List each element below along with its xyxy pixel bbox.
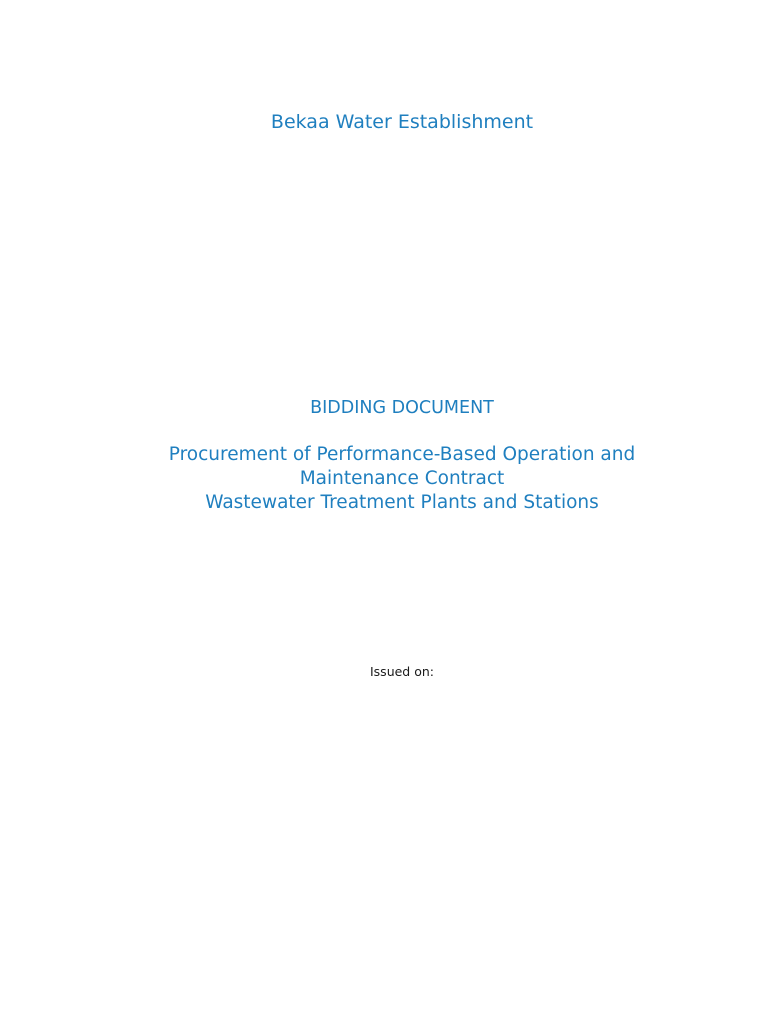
subtitle-line-3: Wastewater Treatment Plants and Stations bbox=[205, 492, 599, 513]
organization-name: Bekaa Water Establishment bbox=[270, 111, 534, 133]
subtitle-line-2: Maintenance Contract bbox=[299, 468, 505, 489]
document-type-heading: BIDDING DOCUMENT bbox=[310, 398, 494, 418]
subtitle-line-1: Procurement of Performance-Based Operation and bbox=[168, 444, 636, 465]
issued-on-label: Issued on: bbox=[369, 664, 434, 679]
document-subtitle bbox=[60, 443, 744, 515]
